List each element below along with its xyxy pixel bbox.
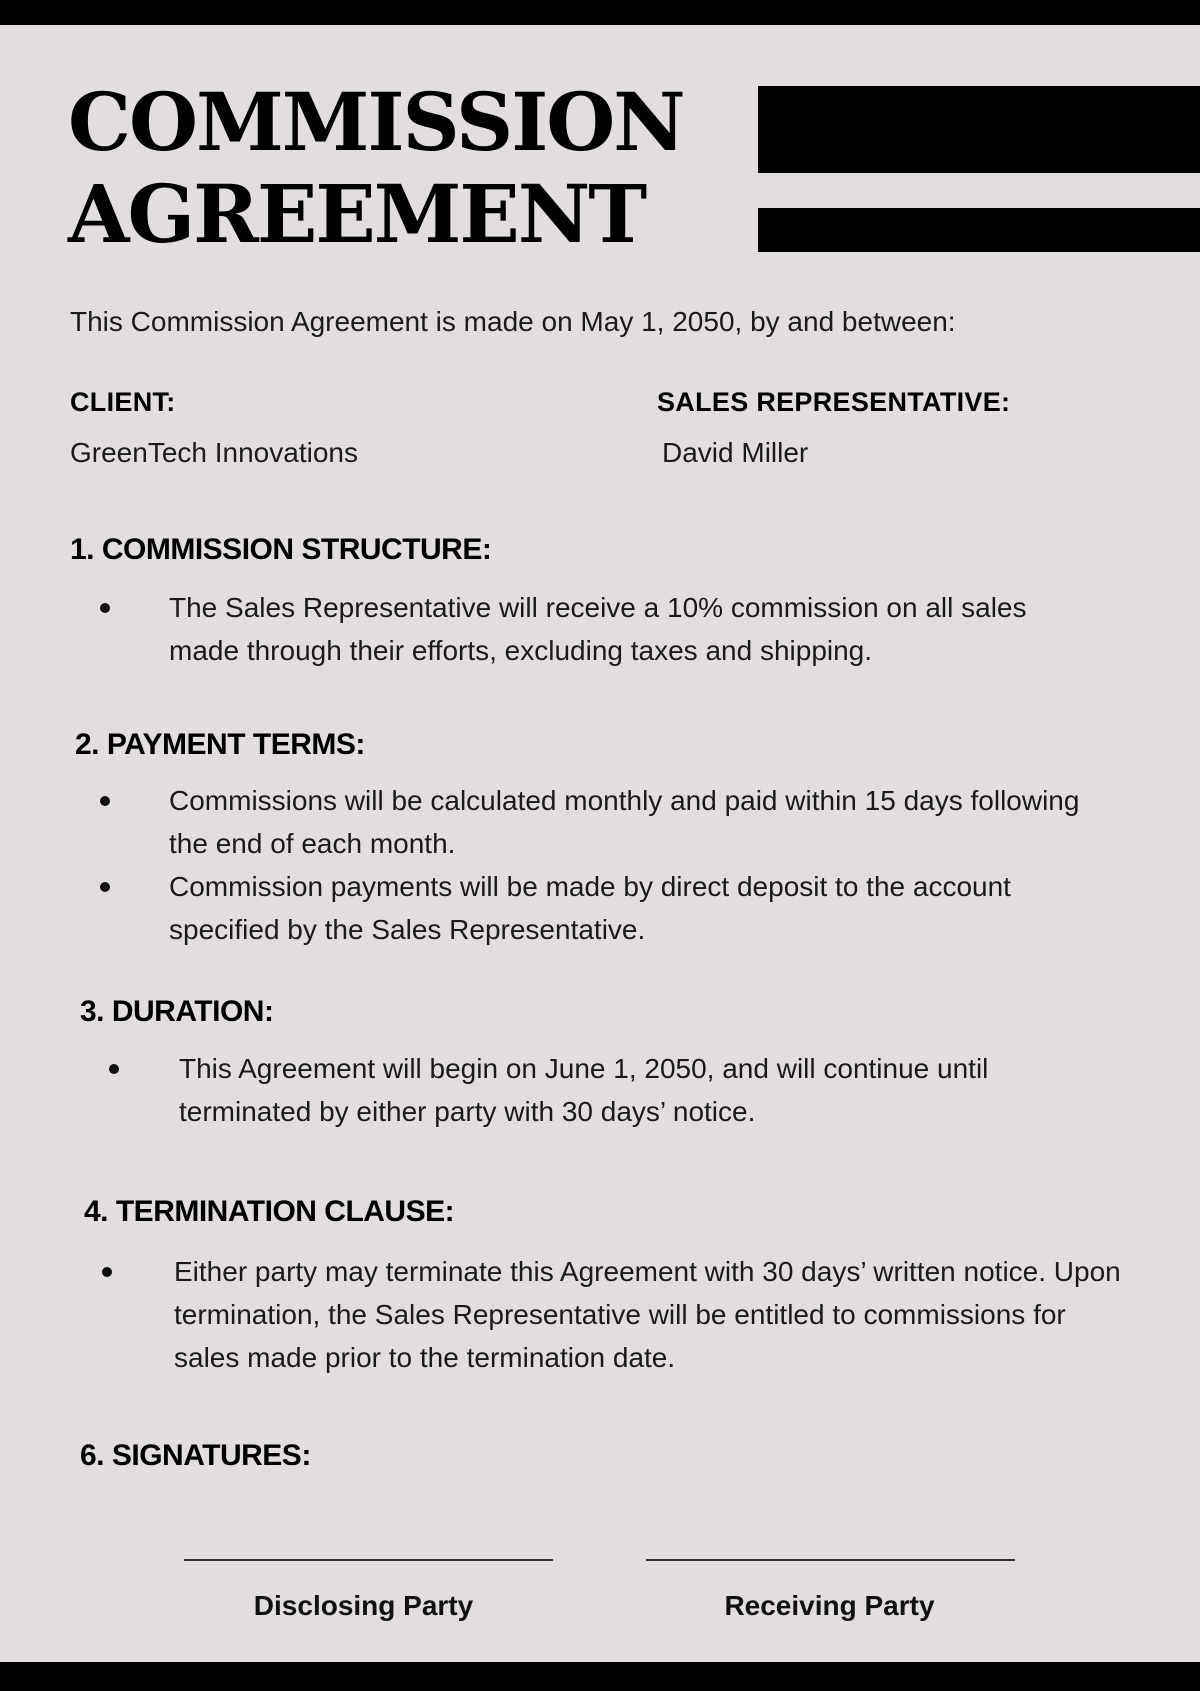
receiving-party-signature-line xyxy=(646,1559,1015,1561)
intro-text: This Commission Agreement is made on May 1, 2050, by and between: xyxy=(70,306,956,337)
section-heading-commission-structure: 1. COMMISSION STRUCTURE: xyxy=(70,533,492,566)
list-item-text: The Sales Representative will receive a 10% commission on all sales made through their efforts, excluding taxes and shipping. xyxy=(169,592,1027,666)
list-item-text: Commission payments will be made by direct deposit to the account specified by the Sales Representative. xyxy=(169,871,1011,945)
commission-structure-list xyxy=(100,586,1090,672)
title-line-1: COMMISSION xyxy=(68,75,684,169)
client-name: GreenTech Innovations xyxy=(70,437,358,468)
header-decorative-bar-thin xyxy=(758,208,1200,252)
list-item-text: Either party may terminate this Agreement with 30 days’ written notice. Upon termination, the Sales Representative will be entitled to commissions for sales made prior to the termination date. xyxy=(174,1256,1121,1373)
sales-rep-label: SALES REPRESENTATIVE: xyxy=(657,387,1011,417)
duration-list xyxy=(109,1047,1089,1133)
receiving-party-label: Receiving Party xyxy=(724,1590,935,1621)
title-line-2: AGREEMENT xyxy=(68,167,646,261)
bullet-icon xyxy=(100,796,110,806)
section-heading-duration: 3. DURATION: xyxy=(80,995,274,1028)
list-item xyxy=(109,1047,1089,1133)
termination-clause-list xyxy=(102,1250,1132,1379)
list-item xyxy=(100,586,1090,672)
section-heading-signatures: 6. SIGNATURES: xyxy=(80,1439,311,1472)
bullet-icon xyxy=(102,1267,112,1277)
bullet-icon xyxy=(100,882,110,892)
list-item-text: Commissions will be calculated monthly and paid within 15 days following the end of each month. xyxy=(169,785,1080,859)
header-decorative-bar-thick xyxy=(758,86,1200,173)
top-border-bar xyxy=(0,0,1200,25)
disclosing-party-signature-line xyxy=(184,1559,553,1561)
document-title xyxy=(68,76,684,260)
section-heading-termination-clause: 4. TERMINATION CLAUSE: xyxy=(84,1195,455,1228)
list-item xyxy=(100,779,1090,865)
section-heading-payment-terms: 2. PAYMENT TERMS: xyxy=(75,728,365,761)
client-label: CLIENT: xyxy=(70,387,176,417)
list-item xyxy=(102,1250,1132,1379)
sales-rep-name: David Miller xyxy=(662,437,809,468)
bullet-icon xyxy=(109,1064,119,1074)
list-item-text: This Agreement will begin on June 1, 2050, and will continue until terminated by either party with 30 days’ notice. xyxy=(179,1053,989,1127)
payment-terms-list xyxy=(100,779,1090,951)
bottom-border-bar xyxy=(0,1662,1200,1691)
disclosing-party-label: Disclosing Party xyxy=(253,1590,474,1621)
list-item xyxy=(100,865,1090,951)
bullet-icon xyxy=(100,603,110,613)
